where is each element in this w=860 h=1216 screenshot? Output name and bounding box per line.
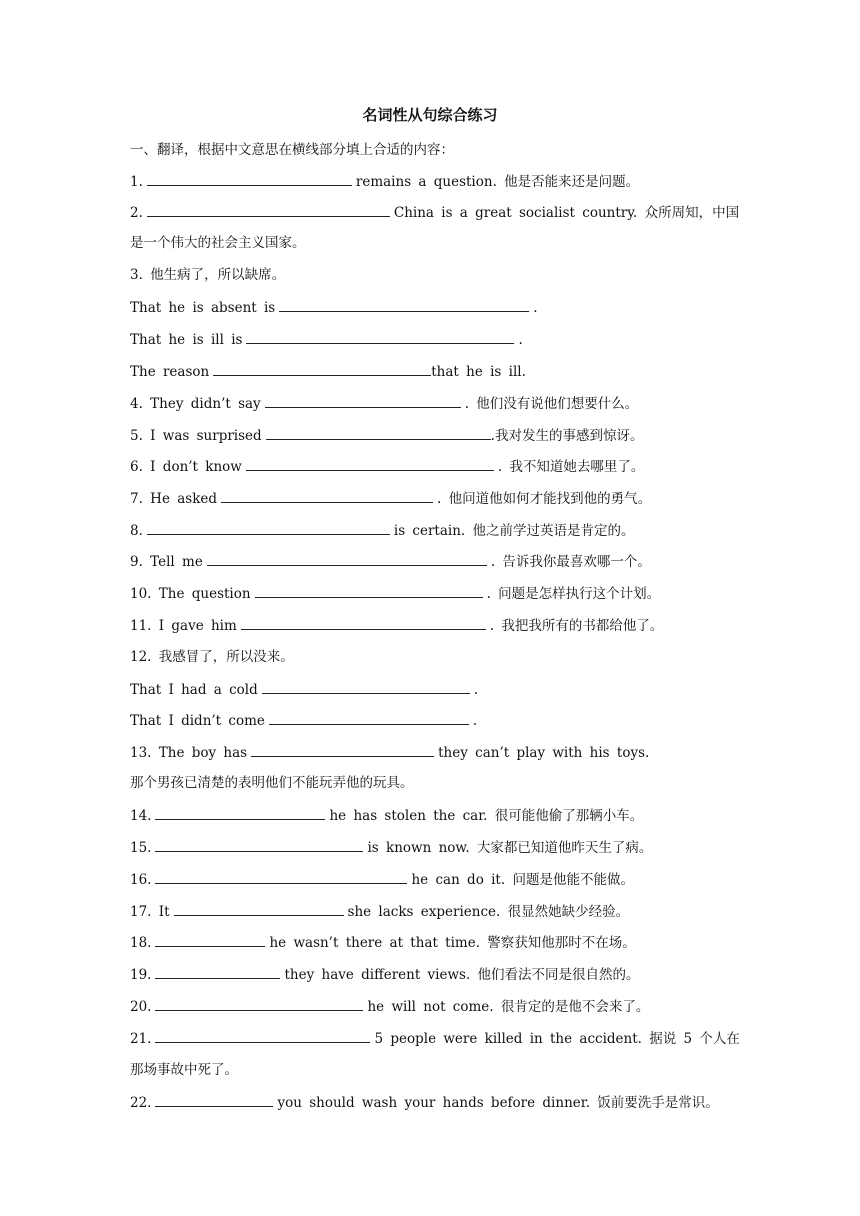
question-text: he wasn’t there at that time. 警察获知他那时不在场。: [269, 935, 636, 951]
answer-blank[interactable]: [241, 615, 486, 630]
question-13-continuation: 那个男孩已清楚的表明他们不能玩弄他的玩具。: [130, 775, 414, 791]
question-22: [130, 1092, 719, 1113]
question-text: they can’t play with his toys.: [438, 745, 650, 761]
question-number: 19.: [130, 967, 152, 983]
question-text: .: [472, 713, 478, 729]
question-13: [130, 742, 649, 763]
question-text: he will not come. 很肯定的是他不会来了。: [367, 999, 650, 1015]
answer-blank[interactable]: [147, 520, 390, 535]
question-17: [130, 901, 629, 922]
question-3a: [130, 297, 538, 318]
answer-blank[interactable]: [174, 901, 344, 916]
question-text: 10. The question: [130, 586, 251, 602]
answer-blank[interactable]: [147, 202, 390, 217]
question-20: [130, 996, 649, 1017]
question-11: [130, 615, 663, 636]
question-text: .我对发生的事感到惊讶。: [490, 428, 644, 444]
question-text: he has stolen the car. 很可能他偷了那辆小车。: [329, 808, 644, 824]
question-21: [130, 1028, 740, 1049]
question-5: [130, 425, 643, 446]
question-1: [130, 171, 639, 192]
question-7: [130, 488, 651, 509]
answer-blank[interactable]: [279, 297, 529, 312]
question-text: he can do it. 问题是他能不能做。: [411, 872, 634, 888]
answer-blank[interactable]: [155, 964, 280, 979]
question-text: That he is ill is: [130, 332, 243, 348]
question-number: 20.: [130, 999, 152, 1015]
question-text: you should wash your hands before dinner. 饭前要洗手是常识。: [277, 1095, 719, 1111]
question-text: That he is absent is: [130, 300, 276, 316]
answer-blank[interactable]: [147, 171, 352, 186]
answer-blank[interactable]: [246, 329, 514, 344]
question-16: [130, 869, 634, 890]
question-text: 我感冒了，所以没来。: [158, 649, 294, 665]
question-number: 21.: [130, 1031, 152, 1047]
answer-blank[interactable]: [251, 742, 434, 757]
question-3c: [130, 361, 526, 382]
question-text: 他生病了，所以缺席。: [150, 267, 286, 283]
question-text: That I had a cold: [130, 682, 258, 698]
answer-blank[interactable]: [155, 1092, 273, 1107]
answer-blank[interactable]: [155, 805, 325, 820]
question-text: remains a question. 他是否能来还是问题。: [355, 174, 640, 190]
question-text: .: [473, 682, 479, 698]
question-number: 1.: [130, 174, 143, 190]
question-12b: [130, 710, 477, 731]
question-text: they have different views. 他们看法不同是很自然的。: [284, 967, 640, 983]
answer-blank[interactable]: [155, 1028, 370, 1043]
question-3: [130, 265, 285, 285]
question-text: The reason: [130, 364, 210, 380]
question-number: 3.: [130, 267, 143, 283]
question-12: [130, 647, 294, 667]
question-text: 7. He asked: [130, 491, 218, 507]
question-text: 4. They didn’t say: [130, 396, 261, 412]
question-text: China is a great socialist country. 众所周知，中国: [393, 205, 740, 221]
question-6: [130, 456, 644, 477]
question-15: [130, 837, 652, 858]
question-text: 5. I was surprised: [130, 428, 262, 444]
question-number: 14.: [130, 808, 152, 824]
question-number: 15.: [130, 840, 152, 856]
question-text: That I didn’t come: [130, 713, 265, 729]
question-text: she lacks experience. 很显然她缺少经验。: [347, 904, 630, 920]
question-text: . 问题是怎样执行这个计划。: [486, 586, 661, 602]
question-2-continuation: 是一个伟大的社会主义国家。: [130, 235, 306, 251]
answer-blank[interactable]: [155, 932, 265, 947]
question-text: . 告诉我你最喜欢哪一个。: [490, 554, 651, 570]
question-text: .: [518, 332, 523, 348]
question-12a: [130, 679, 478, 700]
question-number: 22.: [130, 1095, 152, 1111]
question-4: [130, 393, 638, 414]
question-text: 5 people were killed in the accident. 据说 5 个人在: [374, 1031, 740, 1047]
question-text: 13. The boy has: [130, 745, 248, 761]
answer-blank[interactable]: [213, 361, 431, 376]
question-14: [130, 805, 643, 826]
question-9: [130, 551, 651, 572]
question-2: [130, 202, 739, 223]
question-number: 16.: [130, 872, 152, 888]
question-number: 12.: [130, 649, 152, 665]
answer-blank[interactable]: [207, 551, 487, 566]
question-number: 18.: [130, 935, 152, 951]
answer-blank[interactable]: [155, 837, 363, 852]
question-21-continuation: 那场事故中死了。: [130, 1062, 238, 1078]
question-number: 2.: [130, 205, 143, 221]
question-text: .: [533, 300, 538, 316]
answer-blank[interactable]: [155, 996, 363, 1011]
question-text: 6. I don’t know: [130, 459, 242, 475]
answer-blank[interactable]: [255, 583, 483, 598]
question-text: 9. Tell me: [130, 554, 203, 570]
question-text: is certain. 他之前学过英语是肯定的。: [393, 523, 635, 539]
section-heading: 一、翻译，根据中文意思在横线部分填上合适的内容：: [130, 142, 454, 158]
question-text: 11. I gave him: [130, 618, 237, 634]
question-3b: [130, 329, 523, 350]
question-text: . 他们没有说他们想要什么。: [464, 396, 639, 412]
question-text: is known now. 大家都已知道他昨天生了病。: [367, 840, 653, 856]
question-8: [130, 520, 635, 541]
answer-blank[interactable]: [155, 869, 407, 884]
question-text: 17. It: [130, 904, 170, 920]
answer-blank[interactable]: [246, 456, 494, 471]
question-text: that he is ill.: [431, 364, 526, 380]
answer-blank[interactable]: [269, 710, 469, 725]
question-18: [130, 932, 636, 953]
question-19: [130, 964, 640, 985]
answer-blank[interactable]: [265, 393, 461, 408]
question-text: . 他问道他如何才能找到他的勇气。: [437, 491, 652, 507]
page-title: 名词性从句综合练习: [362, 106, 498, 124]
question-number: 8.: [130, 523, 143, 539]
answer-blank[interactable]: [262, 679, 470, 694]
answer-blank[interactable]: [266, 425, 491, 440]
question-10: [130, 583, 660, 604]
question-text: . 我把我所有的书都给他了。: [489, 618, 664, 634]
question-text: . 我不知道她去哪里了。: [497, 459, 645, 475]
answer-blank[interactable]: [221, 488, 433, 503]
